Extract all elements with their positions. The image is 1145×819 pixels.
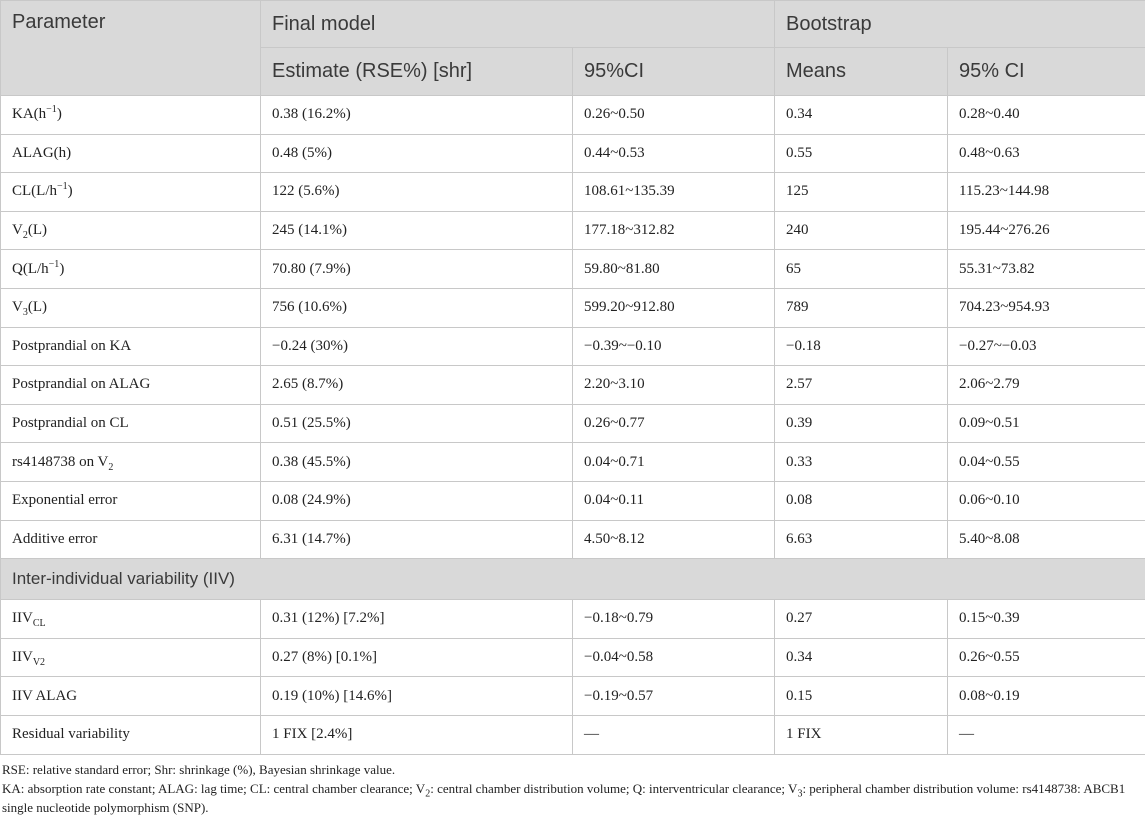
- estimate-cell: 6.31 (14.7%): [261, 520, 573, 559]
- bootstrap-ci-cell: 0.09~0.51: [948, 404, 1145, 443]
- estimate-cell: 0.19 (10%) [14.6%]: [261, 677, 573, 716]
- table-row: [1, 366, 1145, 405]
- ci-cell: —: [573, 715, 775, 754]
- estimate-cell: 0.27 (8%) [0.1%]: [261, 638, 573, 677]
- footnote-line-1: RSE: relative standard error; Shr: shrinkage (%), Bayesian shrinkage value.: [2, 762, 396, 777]
- bootstrap-ci-cell: 55.31~73.82: [948, 250, 1145, 289]
- parameter-cell: $V_2(L)$: [1, 211, 261, 250]
- estimate-cell: 0.08 (24.9%): [261, 481, 573, 520]
- estimate-cell: 0.51 (25.5%): [261, 404, 573, 443]
- parameter-cell: $IIV_{CL}$: [1, 600, 261, 639]
- mean-cell: 0.33: [775, 443, 948, 482]
- estimate-cell: 1 FIX [2.4%]: [261, 715, 573, 754]
- estimate-cell: 2.65 (8.7%): [261, 366, 573, 405]
- bootstrap-ci-cell: −0.27~−0.03: [948, 327, 1145, 366]
- bootstrap-ci-cell: 195.44~276.26: [948, 211, 1145, 250]
- ci-cell: 59.80~81.80: [573, 250, 775, 289]
- mean-cell: 0.39: [775, 404, 948, 443]
- table-row: [1, 520, 1145, 559]
- mean-cell: 0.15: [775, 677, 948, 716]
- header-parameter: Parameter: [1, 1, 261, 96]
- estimate-cell: 0.31 (12%) [7.2%]: [261, 600, 573, 639]
- ci-cell: −0.18~0.79: [573, 600, 775, 639]
- bootstrap-ci-cell: 0.15~0.39: [948, 600, 1145, 639]
- bootstrap-ci-cell: 2.06~2.79: [948, 366, 1145, 405]
- table-row: [1, 715, 1145, 754]
- bootstrap-ci-cell: 0.08~0.19: [948, 677, 1145, 716]
- parameter-cell: rs4148738 on $V_2$: [1, 443, 261, 482]
- estimate-cell: 0.48 (5%): [261, 134, 573, 173]
- estimate-cell: 122 (5.6%): [261, 173, 573, 212]
- table-row: [1, 173, 1145, 212]
- parameter-cell: $CL(L/h^{-1})$: [1, 173, 261, 212]
- estimate-cell: 70.80 (7.9%): [261, 250, 573, 289]
- section-label: Inter-individual variability (IIV): [1, 559, 1145, 600]
- table-row: [1, 443, 1145, 482]
- parameter-cell: $IIV_{V2}$: [1, 638, 261, 677]
- ci-cell: 0.44~0.53: [573, 134, 775, 173]
- mean-cell: 0.34: [775, 96, 948, 135]
- ci-cell: 2.20~3.10: [573, 366, 775, 405]
- parameter-cell: $KA(h^{-1})$: [1, 96, 261, 135]
- table-row: [1, 677, 1145, 716]
- ci-cell: 0.26~0.50: [573, 96, 775, 135]
- parameter-cell: Additive error: [1, 520, 261, 559]
- ci-cell: −0.19~0.57: [573, 677, 775, 716]
- ci-cell: 599.20~912.80: [573, 288, 775, 327]
- bootstrap-ci-cell: 0.28~0.40: [948, 96, 1145, 135]
- table-row: [1, 404, 1145, 443]
- bootstrap-ci-cell: 0.48~0.63: [948, 134, 1145, 173]
- ci-cell: 177.18~312.82: [573, 211, 775, 250]
- header-estimate: Estimate (RSE%) [shr]: [261, 48, 573, 96]
- bootstrap-ci-cell: 0.26~0.55: [948, 638, 1145, 677]
- table-row: [1, 638, 1145, 677]
- mean-cell: 0.55: [775, 134, 948, 173]
- table-footnotes: [2, 760, 1142, 817]
- mean-cell: 789: [775, 288, 948, 327]
- parameter-cell: Residual variability: [1, 715, 261, 754]
- estimate-cell: 0.38 (16.2%): [261, 96, 573, 135]
- mean-cell: 65: [775, 250, 948, 289]
- bootstrap-ci-cell: 115.23~144.98: [948, 173, 1145, 212]
- parameter-cell: $V_3(L)$: [1, 288, 261, 327]
- ci-cell: 108.61~135.39: [573, 173, 775, 212]
- parameter-cell: Postprandial on CL: [1, 404, 261, 443]
- table-row: [1, 134, 1145, 173]
- footnote-line-2: KA: absorption rate constant; ALAG: lag time; CL: central chamber clearance; $V_2$: central chamber distribution volume; Q: interventricular clearance; $V_3$: peripheral chamber distribution volume: rs4148738: ABCB1 single nucleotide polymorphism (SNP).: [2, 781, 1126, 815]
- ci-cell: 0.04~0.11: [573, 481, 775, 520]
- parameter-cell: Exponential error: [1, 481, 261, 520]
- mean-cell: 6.63: [775, 520, 948, 559]
- ci-cell: 0.26~0.77: [573, 404, 775, 443]
- mean-cell: 2.57: [775, 366, 948, 405]
- table-row: [1, 250, 1145, 289]
- bootstrap-ci-cell: 0.04~0.55: [948, 443, 1145, 482]
- mean-cell: −0.18: [775, 327, 948, 366]
- parameter-cell: IIV ALAG: [1, 677, 261, 716]
- table-row: [1, 481, 1145, 520]
- estimate-cell: 0.38 (45.5%): [261, 443, 573, 482]
- parameter-cell: Postprandial on KA: [1, 327, 261, 366]
- ci-cell: 4.50~8.12: [573, 520, 775, 559]
- estimate-cell: −0.24 (30%): [261, 327, 573, 366]
- parameter-cell: $Q(L/h^{-1})$: [1, 250, 261, 289]
- header-ci-bootstrap: 95% CI: [948, 48, 1145, 96]
- mean-cell: 125: [775, 173, 948, 212]
- header-bootstrap: Bootstrap: [775, 1, 1145, 48]
- mean-cell: 1 FIX: [775, 715, 948, 754]
- section-row-iiv: [1, 559, 1145, 600]
- bootstrap-ci-cell: —: [948, 715, 1145, 754]
- estimate-cell: 245 (14.1%): [261, 211, 573, 250]
- mean-cell: 0.34: [775, 638, 948, 677]
- ci-cell: −0.04~0.58: [573, 638, 775, 677]
- mean-cell: 0.27: [775, 600, 948, 639]
- bootstrap-ci-cell: 704.23~954.93: [948, 288, 1145, 327]
- mean-cell: 240: [775, 211, 948, 250]
- ci-cell: 0.04~0.71: [573, 443, 775, 482]
- table-body: [1, 96, 1145, 755]
- mean-cell: 0.08: [775, 481, 948, 520]
- header-means: Means: [775, 48, 948, 96]
- table-row: [1, 327, 1145, 366]
- header-ci-final: 95%CI: [573, 48, 775, 96]
- ci-cell: −0.39~−0.10: [573, 327, 775, 366]
- table-row: [1, 600, 1145, 639]
- header-final-model: Final model: [261, 1, 775, 48]
- table-row: [1, 211, 1145, 250]
- parameter-cell: Postprandial on ALAG: [1, 366, 261, 405]
- estimate-cell: 756 (10.6%): [261, 288, 573, 327]
- table-row: [1, 96, 1145, 135]
- bootstrap-ci-cell: 0.06~0.10: [948, 481, 1145, 520]
- parameter-cell: ALAG(h): [1, 134, 261, 173]
- header-row-1: [1, 1, 1145, 48]
- table-row: [1, 288, 1145, 327]
- bootstrap-ci-cell: 5.40~8.08: [948, 520, 1145, 559]
